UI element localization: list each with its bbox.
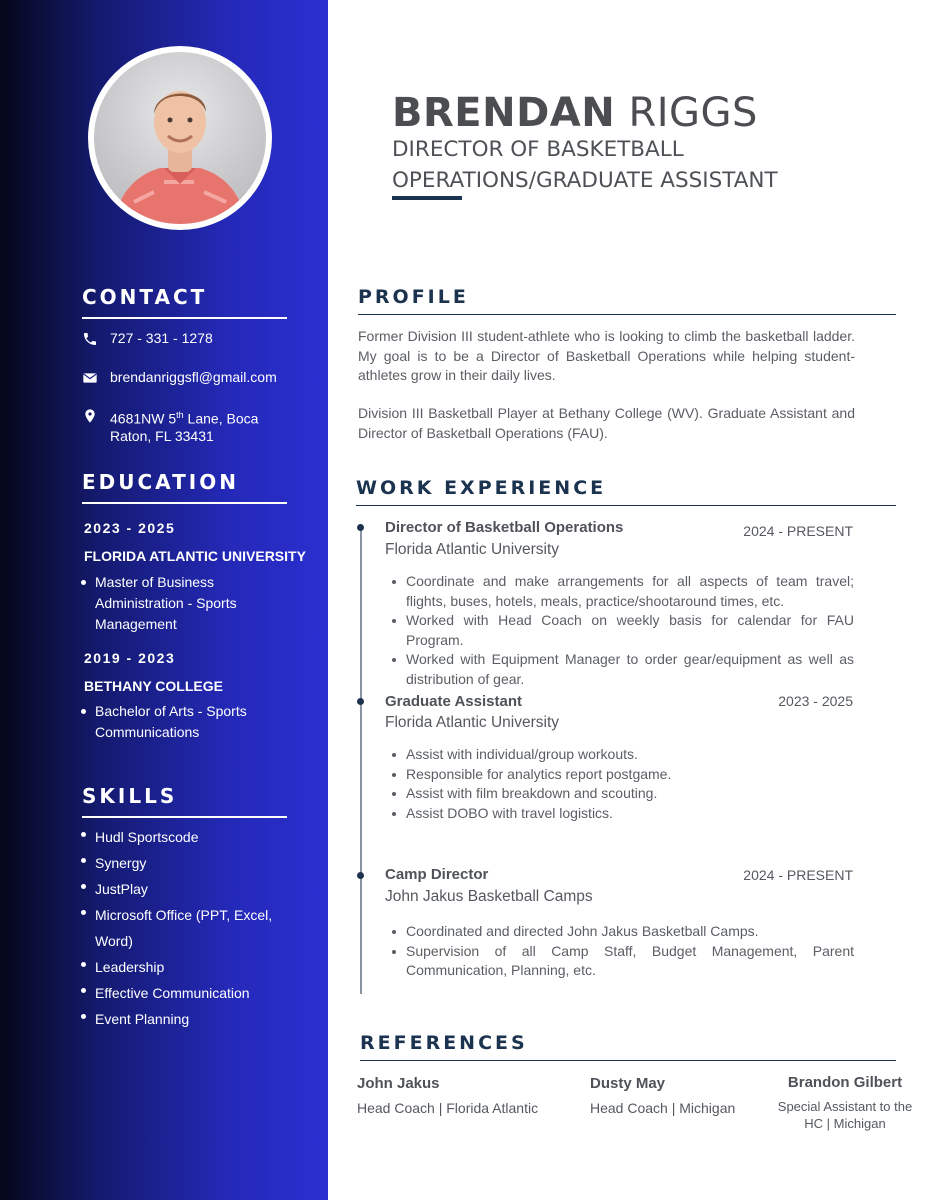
- list-item: Worked with Head Coach on weekly basis for calendar for FAU Program.: [390, 611, 854, 650]
- list-item: Bachelor of Arts - Sports Communications: [78, 701, 268, 743]
- list-item: Supervision of all Camp Staff, Budget Management, Parent Communication, Planning, etc.: [390, 942, 854, 981]
- reference-role: Special Assistant to the HC | Michigan: [777, 1099, 913, 1131]
- address-text: 4681NW 5th Lane, Boca Raton, FL 33431: [110, 410, 259, 444]
- job-org-1: Florida Atlantic University: [385, 541, 560, 558]
- skill-item: Effective Communication: [78, 980, 293, 1006]
- reference-card-2: [590, 1075, 735, 1117]
- timeline-dot: [357, 872, 364, 879]
- reference-role: Head Coach | Michigan: [590, 1100, 736, 1116]
- education-school-1: FLORIDA ATLANTIC UNIVERSITY: [84, 548, 306, 564]
- envelope-icon: [82, 370, 98, 386]
- list-item: Coordinate and make arrangements for all aspects of team travel; flights, buses, hotels, meals, practice/shootaround times, etc.: [390, 572, 854, 611]
- reference-name: John Jakus: [357, 1075, 440, 1092]
- phone-icon: [82, 331, 98, 347]
- profile-paragraph-1: Former Division III student-athlete who is looking to climb the basketball ladder. My goal is to be a Director of Basketball Operations while helping student-athletes grow in their daily lives.: [358, 328, 855, 383]
- profile-photo: [94, 52, 266, 224]
- profile-paragraph-2: Division III Basketball Player at Bethany College (WV). Graduate Assistant and Director of Basketball Operations (FAU).: [358, 405, 855, 441]
- contact-phone: [82, 330, 312, 347]
- candidate-name: BRENDAN RIGGS: [392, 90, 758, 136]
- title-underline: [392, 196, 462, 200]
- location-pin-icon: [82, 408, 98, 424]
- contact-heading: CONTACT: [82, 285, 287, 319]
- education-years-2: 2019 - 2023: [84, 650, 176, 666]
- skill-item: Synergy: [78, 850, 293, 876]
- education-details-2: [78, 701, 293, 743]
- list-item: Responsible for analytics report postgame.: [390, 765, 854, 785]
- job-org-2: Florida Atlantic University: [385, 714, 560, 731]
- skill-item: Leadership: [78, 954, 293, 980]
- list-item: Assist with individual/group workouts.: [390, 745, 854, 765]
- job-title-3: Camp Director: [385, 866, 489, 883]
- person-portrait-icon: [94, 52, 266, 224]
- work-experience-heading: WORK EXPERIENCE: [356, 477, 896, 506]
- skill-item: Event Planning: [78, 1006, 293, 1032]
- education-details-1: [78, 572, 293, 635]
- timeline-dot: [357, 698, 364, 705]
- profile-photo-frame: [88, 46, 272, 230]
- reference-card-1: [357, 1075, 538, 1117]
- job-org-3: John Jakus Basketball Camps: [385, 888, 593, 905]
- list-item: Assist with film breakdown and scouting.: [390, 784, 854, 804]
- job-bullets-3: [390, 922, 854, 981]
- job-dates-3: 2024 - PRESENT: [743, 867, 853, 883]
- profile-heading: PROFILE: [358, 286, 896, 315]
- job-title-2: Graduate Assistant: [385, 693, 522, 710]
- education-school-2: BETHANY COLLEGE: [84, 678, 223, 694]
- skill-item: JustPlay: [78, 876, 293, 902]
- timeline-line: [360, 526, 362, 994]
- skill-item: Microsoft Office (PPT, Excel, Word): [78, 902, 278, 954]
- email-address[interactable]: brendanriggsfl@gmail.com: [110, 369, 277, 385]
- contact-email: [82, 369, 312, 386]
- sidebar: [0, 0, 328, 1200]
- candidate-title: DIRECTOR OF BASKETBALL OPERATIONS/GRADUATE ASSISTANT: [392, 137, 778, 193]
- list-item: Assist DOBO with travel logistics.: [390, 804, 854, 824]
- job-dates-1: 2024 - PRESENT: [743, 523, 853, 539]
- reference-role: Head Coach | Florida Atlantic: [357, 1100, 539, 1116]
- list-item: Coordinated and directed John Jakus Basketball Camps.: [390, 922, 854, 942]
- education-heading: EDUCATION: [82, 470, 287, 504]
- list-item: Worked with Equipment Manager to order gear/equipment as well as distribution of gear.: [390, 650, 854, 689]
- reference-name: Dusty May: [590, 1075, 666, 1092]
- references-heading: REFERENCES: [360, 1032, 896, 1061]
- job-title-1: Director of Basketball Operations: [385, 519, 624, 536]
- list-item: Master of Business Administration - Sports Management: [78, 572, 248, 635]
- job-bullets-2: [390, 745, 854, 823]
- job-bullets-1: [390, 572, 854, 689]
- reference-card-3: [770, 1074, 920, 1132]
- reference-name: Brandon Gilbert: [787, 1074, 903, 1091]
- skill-item: Hudl Sportscode: [78, 824, 293, 850]
- timeline-dot: [357, 524, 364, 531]
- job-dates-2: 2023 - 2025: [778, 693, 853, 709]
- contact-address: [82, 407, 312, 445]
- phone-number[interactable]: 727 - 331 - 1278: [110, 330, 213, 346]
- skills-list: [78, 824, 293, 1032]
- skills-heading: SKILLS: [82, 784, 287, 818]
- education-years-1: 2023 - 2025: [84, 520, 176, 536]
